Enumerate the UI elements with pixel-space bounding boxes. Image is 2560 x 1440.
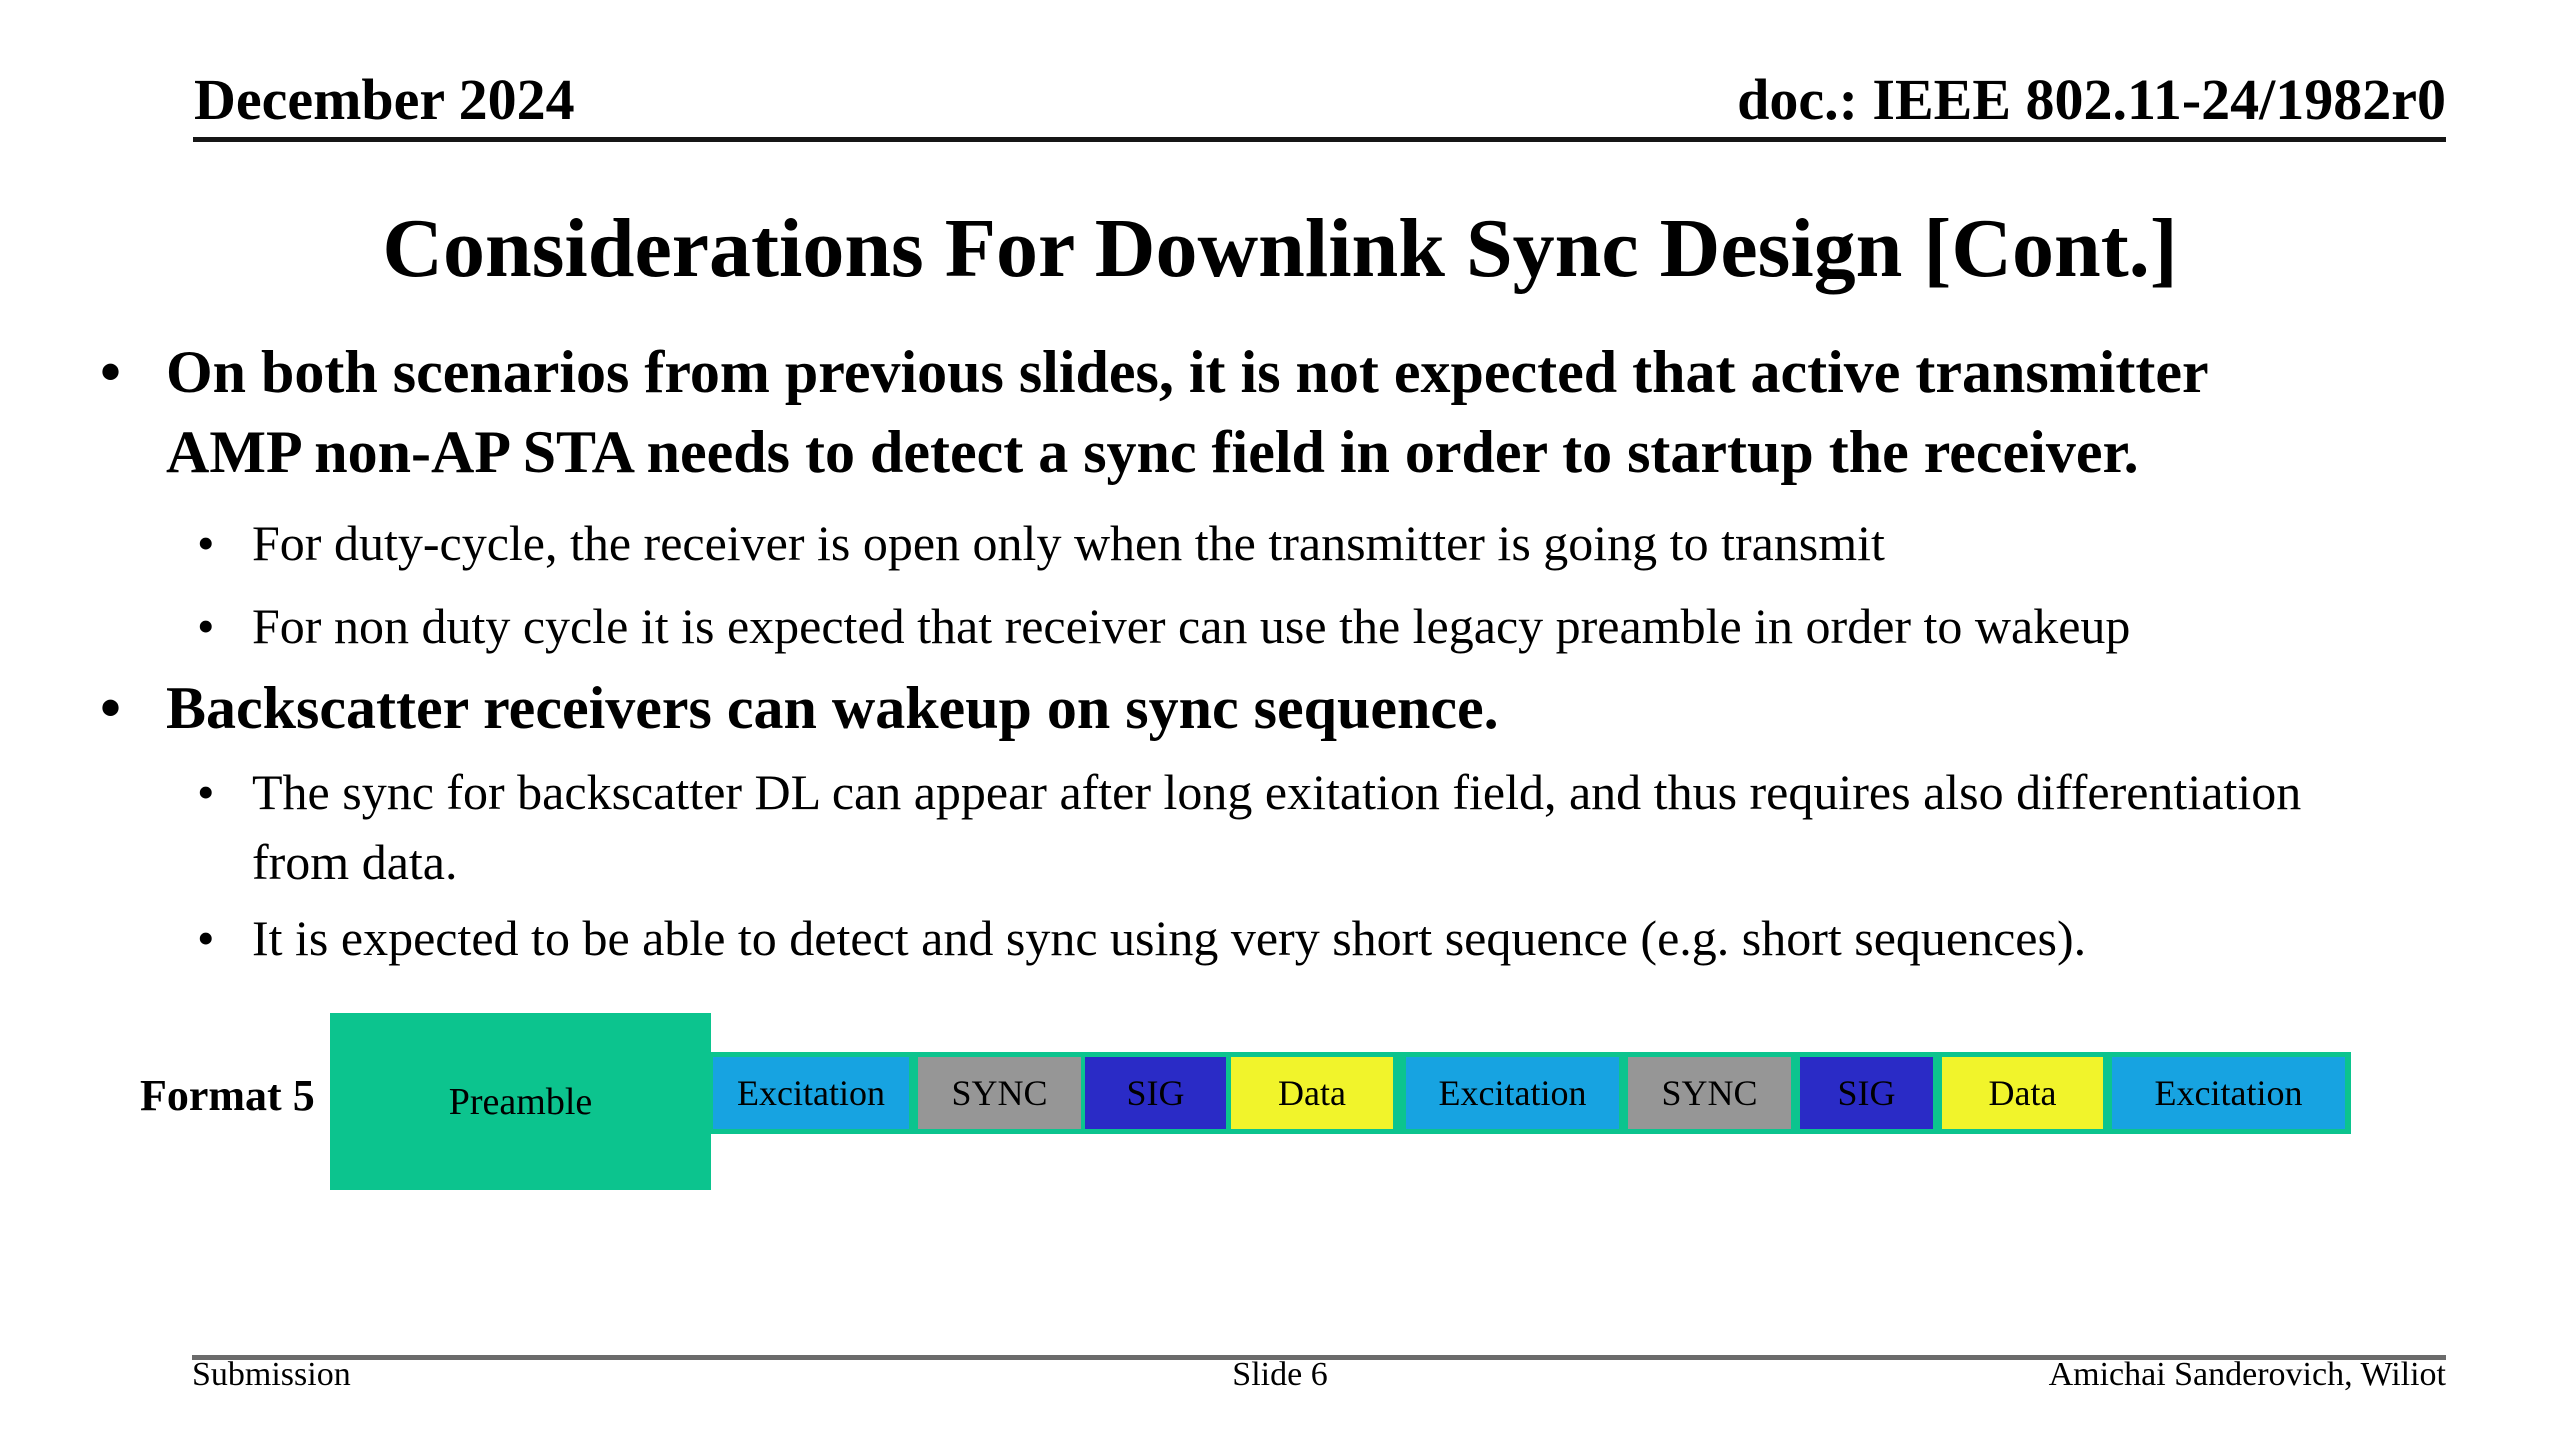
segment-excitation-2: Excitation [1406, 1057, 1619, 1129]
segment-data-1: Data [1231, 1057, 1393, 1129]
footer-slide-number: Slide 6 [1232, 1356, 1328, 1393]
bullet-text [252, 757, 2301, 897]
segment-sync-1: SYNC [918, 1057, 1081, 1129]
bullet-marker: • [197, 515, 215, 571]
bullet-line: For duty-cycle, the receiver is open only when the transmitter is going to transmit [252, 515, 1885, 571]
segment-sig-1: SIG [1085, 1057, 1226, 1129]
segment-excitation-1: Excitation [713, 1057, 909, 1129]
segment-sync-2: SYNC [1628, 1057, 1791, 1129]
bullet-item-5 [197, 757, 2301, 897]
footer-author: Amichai Sanderovich, Wiliot [2048, 1356, 2446, 1393]
segment-sig-2: SIG [1800, 1057, 1933, 1129]
bullet-line: Backscatter receivers can wakeup on sync sequence. [166, 675, 1499, 741]
bullet-marker: • [100, 675, 122, 741]
footer-submission: Submission [192, 1356, 351, 1393]
segment-excitation-3: Excitation [2112, 1057, 2345, 1129]
header-date: December 2024 [194, 67, 575, 132]
bullet-line: For non duty cycle it is expected that receiver can use the legacy preamble in order to wakeup [252, 598, 2131, 654]
bullet-item-4 [100, 668, 1499, 748]
bullet-text [166, 668, 1499, 748]
bullet-marker: • [197, 910, 215, 966]
header-rule [193, 137, 2446, 142]
bullet-text [166, 332, 2209, 492]
bullet-marker: • [100, 339, 122, 405]
bullet-marker: • [197, 764, 215, 820]
preamble-box: Preamble [330, 1013, 711, 1190]
header-doc-number: doc.: IEEE 802.11-24/1982r0 [1737, 67, 2446, 132]
bullet-item-2 [197, 508, 1885, 578]
bullet-item-1 [100, 332, 2209, 492]
bullet-line: The sync for backscatter DL can appear after long exitation field, and thus requires also differentiation [252, 764, 2302, 820]
bullet-item-3 [197, 591, 2130, 661]
bullet-text [252, 903, 2086, 973]
frame-field-band [711, 1052, 2351, 1134]
bullet-marker: • [197, 598, 215, 654]
bullet-line: from data. [252, 834, 458, 890]
bullet-line: It is expected to be able to detect and sync using very short sequence (e.g. short sequences). [252, 910, 2087, 966]
segment-data-2: Data [1942, 1057, 2103, 1129]
bullet-item-6 [197, 903, 2086, 973]
slide-title: Considerations For Downlink Sync Design [Cont.] [382, 202, 2178, 295]
bullet-line: On both scenarios from previous slides, it is not expected that active transmitter [166, 339, 2209, 405]
bullet-text [252, 591, 2130, 661]
bullet-line: AMP non-AP STA needs to detect a sync field in order to startup the receiver. [166, 419, 2139, 485]
format-label: Format 5 [140, 1071, 315, 1120]
bullet-text [252, 508, 1885, 578]
